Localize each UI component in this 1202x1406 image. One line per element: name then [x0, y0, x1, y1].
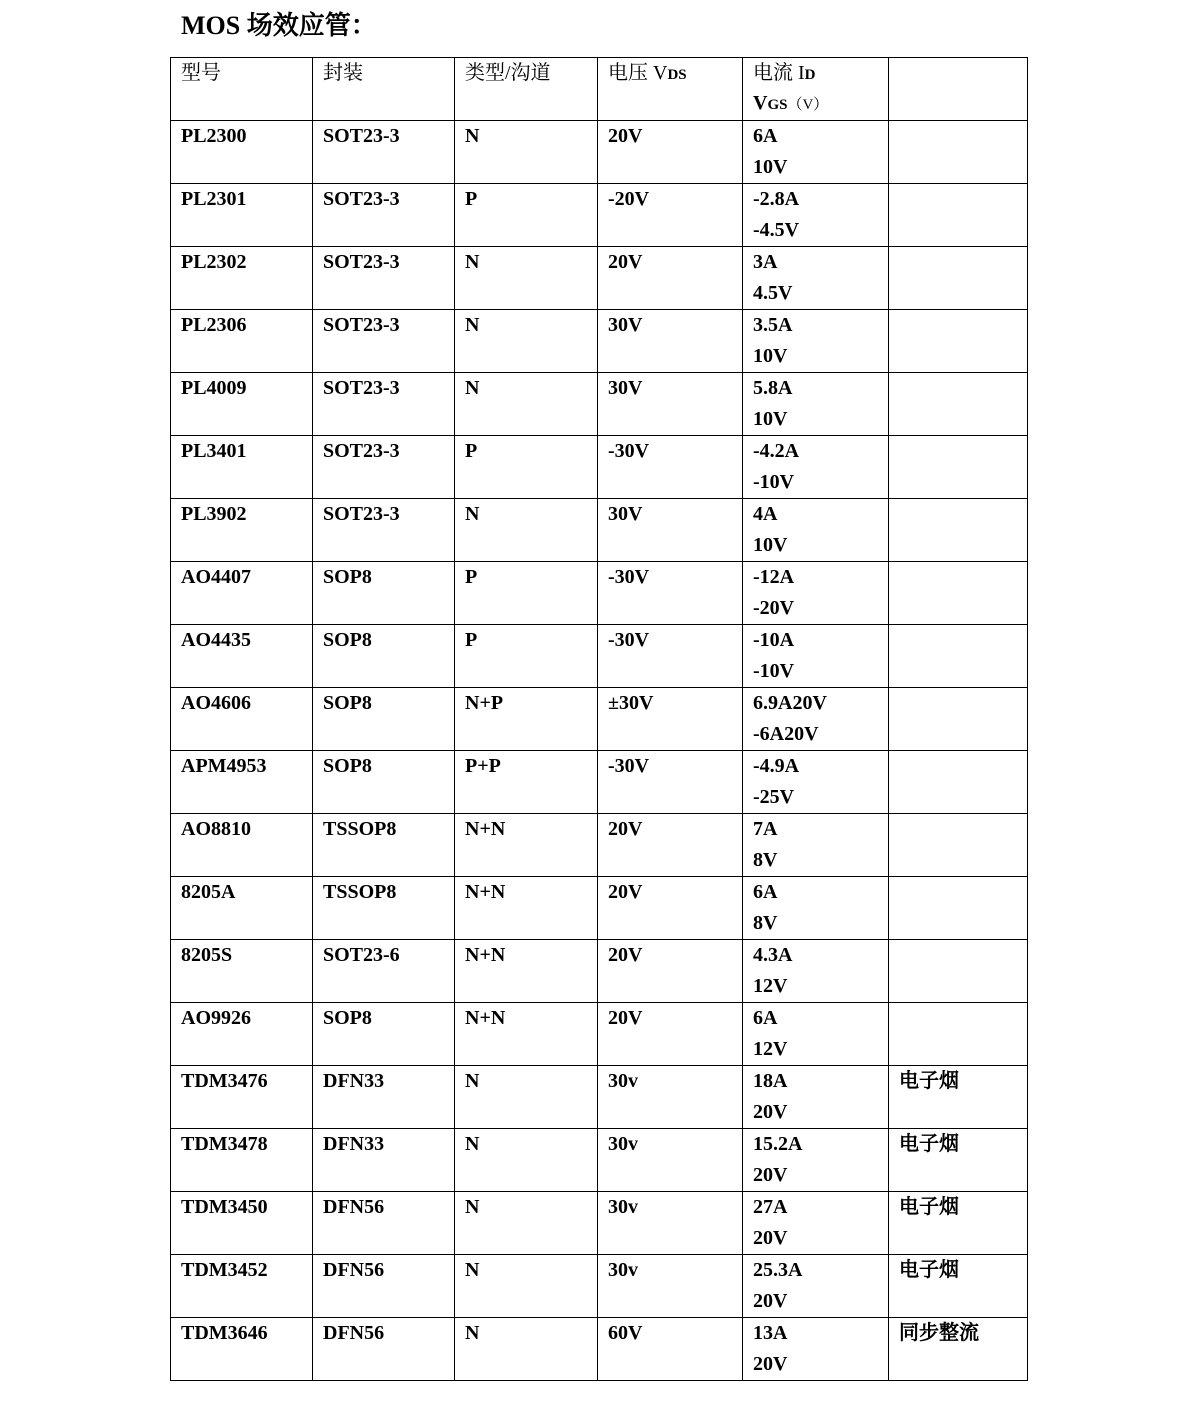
table-row: [171, 1318, 1028, 1381]
cell-notes: [889, 751, 1028, 814]
cell-vds: 30V: [598, 310, 743, 373]
cell-notes: [889, 625, 1028, 688]
cell-model: TDM3476: [171, 1066, 313, 1129]
cell-vds: -30V: [598, 625, 743, 688]
header-channel: 类型/沟道: [455, 58, 598, 121]
cell-vds: -30V: [598, 436, 743, 499]
cell-notes: 电子烟: [889, 1192, 1028, 1255]
table-row: [171, 1129, 1028, 1192]
cell-current: 6A 12V: [743, 1003, 889, 1066]
cell-channel: N: [455, 1129, 598, 1192]
table-row: [171, 121, 1028, 184]
table-row: [171, 562, 1028, 625]
cell-current: 6A 8V: [743, 877, 889, 940]
cell-vds: 20V: [598, 877, 743, 940]
table-row: [171, 184, 1028, 247]
cell-channel: P: [455, 184, 598, 247]
cell-model: AO9926: [171, 1003, 313, 1066]
cell-package: DFN33: [313, 1129, 455, 1192]
cell-current: 4.3A 12V: [743, 940, 889, 1003]
header-current: 电流 ID VGS（V）: [743, 58, 889, 121]
cell-channel: N: [455, 1192, 598, 1255]
cell-current: 15.2A 20V: [743, 1129, 889, 1192]
cell-notes: [889, 940, 1028, 1003]
cell-package: SOT23-3: [313, 184, 455, 247]
cell-channel: N+N: [455, 940, 598, 1003]
cell-channel: P+P: [455, 751, 598, 814]
cell-notes: 电子烟: [889, 1066, 1028, 1129]
cell-current: -12A -20V: [743, 562, 889, 625]
cell-model: AO4435: [171, 625, 313, 688]
cell-channel: N: [455, 1318, 598, 1381]
cell-package: DFN56: [313, 1255, 455, 1318]
cell-notes: [889, 1003, 1028, 1066]
cell-notes: [889, 247, 1028, 310]
cell-package: SOT23-6: [313, 940, 455, 1003]
table-row: [171, 436, 1028, 499]
table-row: [171, 940, 1028, 1003]
table-row: [171, 1192, 1028, 1255]
cell-channel: P: [455, 562, 598, 625]
cell-channel: N: [455, 247, 598, 310]
cell-model: PL2300: [171, 121, 313, 184]
cell-model: TDM3646: [171, 1318, 313, 1381]
cell-current: 3A 4.5V: [743, 247, 889, 310]
cell-package: SOT23-3: [313, 310, 455, 373]
cell-channel: N+N: [455, 877, 598, 940]
cell-model: PL2301: [171, 184, 313, 247]
cell-package: TSSOP8: [313, 877, 455, 940]
cell-vds: 20V: [598, 940, 743, 1003]
cell-notes: [889, 562, 1028, 625]
cell-package: SOP8: [313, 688, 455, 751]
cell-vds: 20V: [598, 121, 743, 184]
cell-package: SOP8: [313, 751, 455, 814]
cell-package: SOP8: [313, 1003, 455, 1066]
cell-current: -4.2A -10V: [743, 436, 889, 499]
cell-notes: [889, 184, 1028, 247]
table-row: [171, 751, 1028, 814]
cell-channel: N+P: [455, 688, 598, 751]
cell-vds: 60V: [598, 1318, 743, 1381]
cell-vds: 30v: [598, 1255, 743, 1318]
cell-current: -2.8A -4.5V: [743, 184, 889, 247]
cell-current: -10A -10V: [743, 625, 889, 688]
cell-vds: 30V: [598, 373, 743, 436]
cell-package: DFN56: [313, 1192, 455, 1255]
cell-current: 7A 8V: [743, 814, 889, 877]
cell-model: PL4009: [171, 373, 313, 436]
cell-current: 25.3A 20V: [743, 1255, 889, 1318]
header-package: 封装: [313, 58, 455, 121]
cell-package: DFN56: [313, 1318, 455, 1381]
table-row: [171, 310, 1028, 373]
cell-vds: 30v: [598, 1129, 743, 1192]
cell-model: TDM3452: [171, 1255, 313, 1318]
header-model: 型号: [171, 58, 313, 121]
cell-vds: -30V: [598, 751, 743, 814]
cell-model: TDM3450: [171, 1192, 313, 1255]
cell-notes: 电子烟: [889, 1255, 1028, 1318]
cell-notes: [889, 688, 1028, 751]
cell-package: TSSOP8: [313, 814, 455, 877]
cell-vds: 20V: [598, 247, 743, 310]
cell-package: SOT23-3: [313, 247, 455, 310]
cell-vds: 20V: [598, 1003, 743, 1066]
cell-model: PL2306: [171, 310, 313, 373]
cell-channel: P: [455, 436, 598, 499]
cell-notes: [889, 121, 1028, 184]
cell-model: TDM3478: [171, 1129, 313, 1192]
cell-notes: 电子烟: [889, 1129, 1028, 1192]
cell-current: 6A 10V: [743, 121, 889, 184]
cell-channel: P: [455, 625, 598, 688]
cell-channel: N: [455, 1255, 598, 1318]
cell-current: 3.5A 10V: [743, 310, 889, 373]
cell-package: SOT23-3: [313, 121, 455, 184]
cell-channel: N+N: [455, 814, 598, 877]
cell-notes: [889, 436, 1028, 499]
cell-channel: N: [455, 310, 598, 373]
cell-notes: [889, 499, 1028, 562]
cell-vds: 30v: [598, 1066, 743, 1129]
cell-current: 18A 20V: [743, 1066, 889, 1129]
cell-notes: 同步整流: [889, 1318, 1028, 1381]
cell-notes: [889, 373, 1028, 436]
mos-table: [170, 57, 1028, 1381]
table-row: [171, 814, 1028, 877]
table-row: [171, 625, 1028, 688]
cell-model: APM4953: [171, 751, 313, 814]
cell-vds: -30V: [598, 562, 743, 625]
cell-model: AO4606: [171, 688, 313, 751]
cell-current: 5.8A 10V: [743, 373, 889, 436]
cell-package: SOT23-3: [313, 373, 455, 436]
cell-package: SOT23-3: [313, 499, 455, 562]
cell-model: PL3401: [171, 436, 313, 499]
table-row: [171, 688, 1028, 751]
cell-current: -4.9A -25V: [743, 751, 889, 814]
cell-notes: [889, 310, 1028, 373]
header-notes: [889, 58, 1028, 121]
cell-package: DFN33: [313, 1066, 455, 1129]
cell-package: SOP8: [313, 562, 455, 625]
cell-current: 27A 20V: [743, 1192, 889, 1255]
table-row: [171, 877, 1028, 940]
cell-channel: N+N: [455, 1003, 598, 1066]
table-row: [171, 247, 1028, 310]
cell-vds: 20V: [598, 814, 743, 877]
cell-channel: N: [455, 373, 598, 436]
cell-current: 13A 20V: [743, 1318, 889, 1381]
cell-model: AO4407: [171, 562, 313, 625]
cell-notes: [889, 814, 1028, 877]
table-row: [171, 373, 1028, 436]
cell-model: PL3902: [171, 499, 313, 562]
table-header-row: [171, 58, 1028, 121]
page-title: MOS 场效应管：: [181, 11, 377, 40]
cell-channel: N: [455, 121, 598, 184]
cell-model: 8205S: [171, 940, 313, 1003]
cell-package: SOP8: [313, 625, 455, 688]
table-row: [171, 499, 1028, 562]
cell-vds: 30V: [598, 499, 743, 562]
table-row: [171, 1003, 1028, 1066]
cell-package: SOT23-3: [313, 436, 455, 499]
cell-vds: ±30V: [598, 688, 743, 751]
table-row: [171, 1255, 1028, 1318]
cell-current: 6.9A20V -6A20V: [743, 688, 889, 751]
cell-model: AO8810: [171, 814, 313, 877]
cell-channel: N: [455, 1066, 598, 1129]
cell-notes: [889, 877, 1028, 940]
cell-model: PL2302: [171, 247, 313, 310]
cell-vds: 30v: [598, 1192, 743, 1255]
cell-current: 4A 10V: [743, 499, 889, 562]
cell-vds: -20V: [598, 184, 743, 247]
table-row: [171, 1066, 1028, 1129]
header-voltage: 电压 VDS: [598, 58, 743, 121]
cell-channel: N: [455, 499, 598, 562]
cell-model: 8205A: [171, 877, 313, 940]
